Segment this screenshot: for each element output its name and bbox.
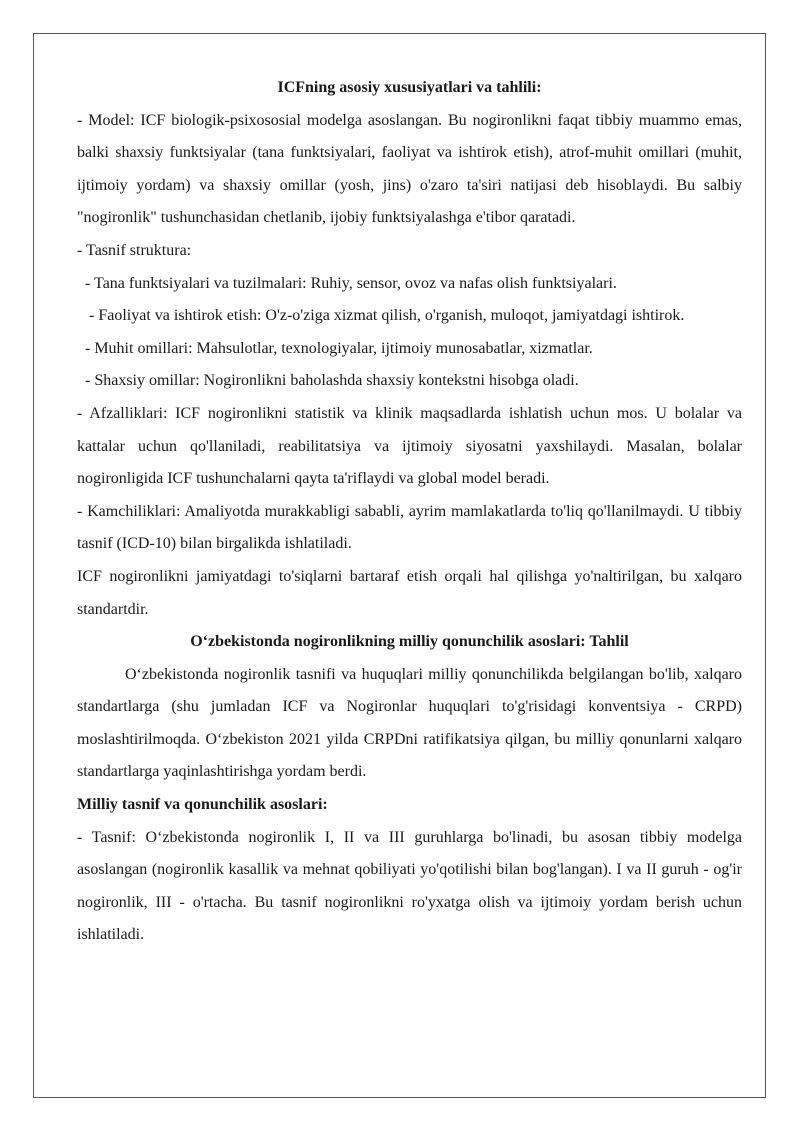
paragraph-tasnif-groups: - Tasnif: O‘zbekistonda nogironlik I, II va III guruhlarga bo'linadi, bu asosan tibbiy modelga asoslangan (nogironlik kasallik va mehnat qobiliyati yo'qotilishi bilan bog'langan). I va II guruh - og'ir nogironlik, III - o'rtacha. Bu tasnif nogironlikni ro'yxatga olish va ijtimoiy yordam berish uchun ishlatiladi. [77, 828, 742, 944]
document-body [77, 72, 742, 952]
list-item-tana: - Tana funktsiyalari va tuzilmalari: Ruhiy, sensor, ovoz va nafas olish funktsiyalari. [85, 274, 617, 292]
section-heading-uzbekistan: O‘zbekistonda nogironlikning milliy qonunchilik asoslari: Tahlil [190, 633, 629, 651]
list-item-faoliyat: - Faoliyat va ishtirok etish: O'z-o'ziga xizmat qilish, o'rganish, muloqot, jamiyatdagi ishtirok. [89, 307, 685, 325]
list-item-muhit: - Muhit omillari: Mahsulotlar, texnologiyalar, ijtimoiy munosabatlar, xizmatlar. [85, 339, 593, 357]
paragraph-kamchiliklari: - Kamchiliklari: Amaliyotda murakkabligi sababli, ayrim mamlakatlarda to'liq qo'llanilmaydi. U tibbiy tasnif (ICD-10) bilan birgalikda ishlatiladi. [77, 502, 742, 553]
paragraph-icf-summary: ICF nogironlikni jamiyatdagi to'siqlarni bartaraf etish orqali hal qilishga yo'naltirilgan, bu xalqaro standartdir. [77, 567, 742, 618]
section-heading-icf: ICFning asosiy xususiyatlari va tahlili: [277, 79, 542, 96]
paragraph-intro: O‘zbekistonda nogironlik tasnifi va huquqlari milliy qonunchilikda belgilangan bo'lib, xalqaro standartlarga (shu jumladan ICF va Nogironlar huquqlari to'g'risidagi konventsiya - CRPD) moslashtirilmoqda. O‘zbekiston 2021 yilda CRPDni ratifikatsiya qilgan, bu milliy qonunlarni xalqaro standartlarga yaqinlashtirishga yordam berdi. [77, 665, 742, 781]
paragraph-model: - Model: ICF biologik-psixososial modelga asoslangan. Bu nogironlikni faqat tibbiy muammo emas, balki shaxsiy funktsiyalar (tana funktsiyalari, faoliyat va ishtirok etish), atrof-muhit omillari (muhit, ijtimoiy yordam) va shaxsiy omillar (yosh, jins) o'zaro ta'siri natijasi deb hisoblaydi. Bu salbiy "nogironlik" tushunchasidan chetlanib, ijobiy funktsiyalashga e'tibor qaratadi. [77, 111, 742, 227]
section-heading-milliy: Milliy tasnif va qonunchilik asoslari: [77, 796, 328, 814]
paragraph-tasnif-struktura: - Tasnif struktura: [77, 241, 192, 259]
list-item-shaxsiy: - Shaxsiy omillar: Nogironlikni baholashda shaxsiy kontekstni hisobga oladi. [85, 372, 579, 390]
paragraph-afzalliklari: - Afzalliklari: ICF nogironlikni statistik va klinik maqsadlarda ishlatish uchun mos. U bolalar va kattalar uchun qo'llaniladi, reabilitatsiya va ijtimoiy siyosatni yaxshilaydi. Masalan, bolalar nogironligida ICF tushunchalarni qayta ta'riflaydi va global model beradi. [77, 404, 742, 488]
